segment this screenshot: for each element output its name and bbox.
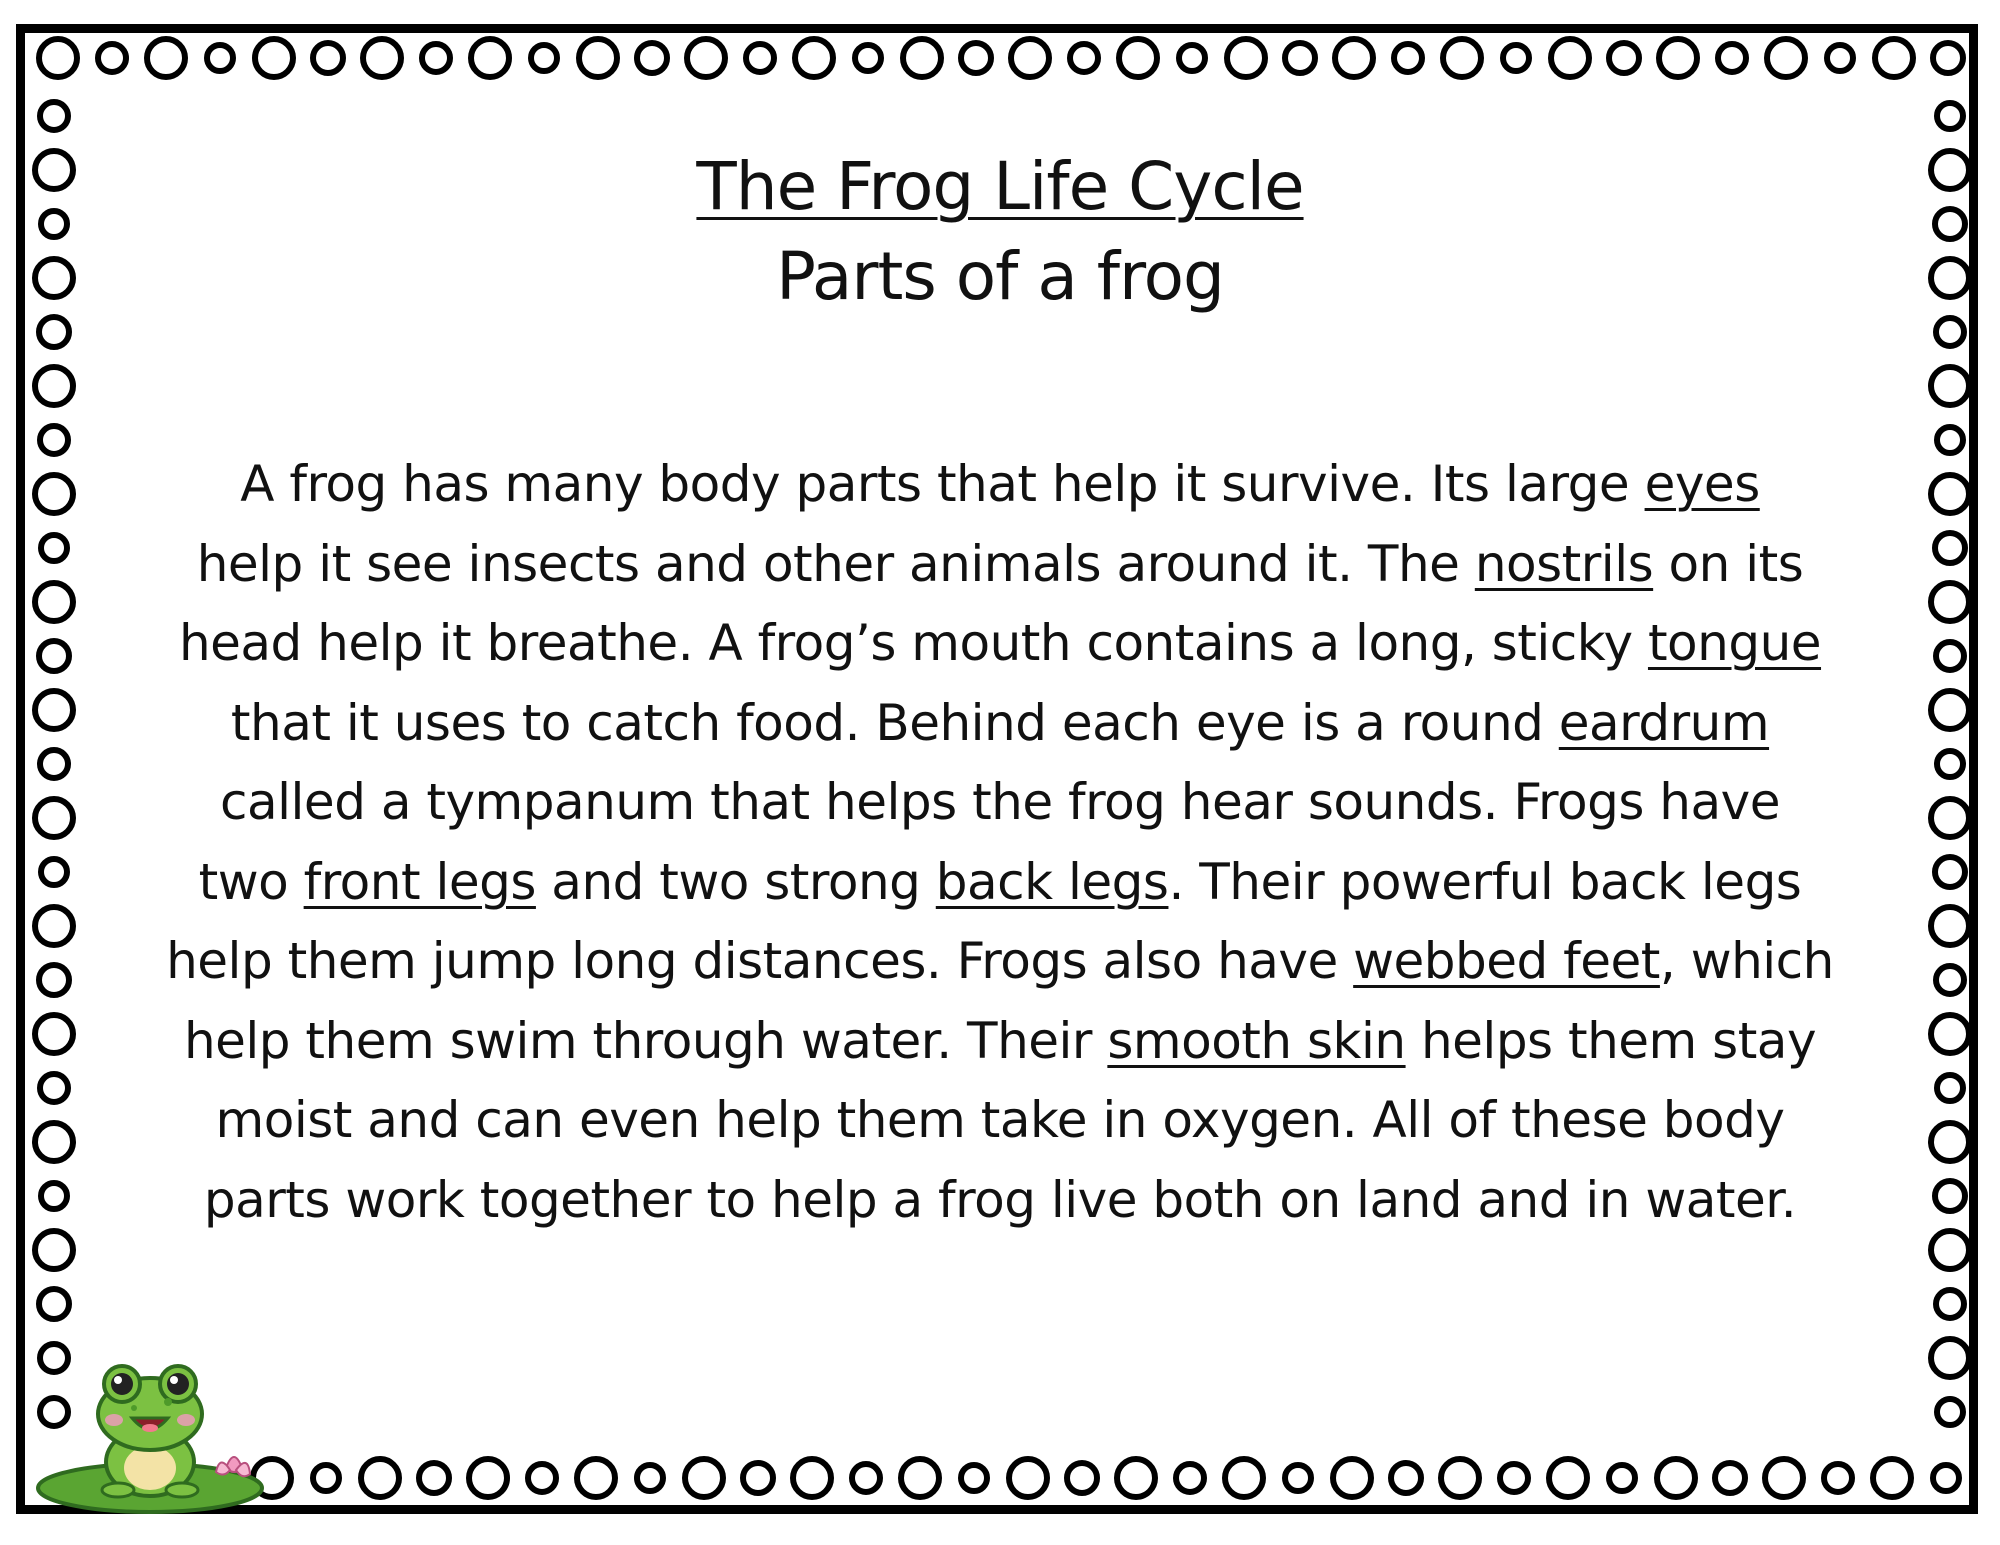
border-ring: [1824, 1464, 1852, 1492]
passage-line: [150, 1002, 1850, 1082]
border-ring: [471, 39, 509, 77]
border-ring: [637, 1465, 663, 1491]
border-ring: [1937, 751, 1963, 777]
border-ring: [579, 39, 617, 77]
frog-on-lily-pad-icon: [30, 1350, 270, 1515]
border-ring: [1009, 1459, 1047, 1497]
border-ring: [35, 907, 73, 945]
border-ring: [207, 45, 233, 71]
border-ring: [1935, 1181, 1965, 1211]
border-ring: [1937, 427, 1963, 453]
border-ring: [1936, 642, 1964, 670]
key-term: webbed feet: [1353, 932, 1660, 990]
border-ring: [1333, 1459, 1371, 1497]
border-ring: [313, 1465, 339, 1491]
border-ring: [147, 39, 185, 77]
passage-text: , which: [1659, 932, 1834, 990]
passage-line: [150, 604, 1850, 684]
passage-text: and two strong: [535, 852, 936, 911]
border-ring: [1936, 966, 1964, 994]
border-ring: [1936, 318, 1964, 346]
border-ring: [1931, 1339, 1969, 1377]
passage-text: parts work together to help a frog live both on land and in water.: [203, 1170, 1797, 1229]
border-ring: [313, 43, 343, 73]
border-ring: [1441, 1459, 1479, 1497]
border-ring: [41, 535, 67, 561]
page-title: The Frog Life Cycle: [696, 148, 1304, 225]
border-ring: [961, 1465, 987, 1491]
border-ring: [35, 367, 73, 405]
passage-text: A frog has many body parts that help it survive. Its large: [240, 455, 1645, 513]
border-ring: [1931, 691, 1969, 729]
border-ring: [1931, 907, 1969, 945]
border-ring: [855, 45, 881, 71]
passage-line: [150, 843, 1850, 923]
border-ring: [1935, 533, 1965, 563]
border-ring: [1070, 44, 1098, 72]
border-ring: [1335, 39, 1373, 77]
border-ring: [1394, 44, 1422, 72]
border-ring: [1176, 1464, 1204, 1492]
border-ring: [852, 1464, 880, 1492]
border-ring: [41, 859, 67, 885]
border-ring: [1067, 1463, 1097, 1493]
border-ring: [687, 39, 725, 77]
key-term: smooth skin: [1107, 1011, 1406, 1070]
border-ring: [1503, 45, 1529, 71]
border-ring: [793, 1459, 831, 1497]
border-ring: [39, 1289, 69, 1319]
border-ring: [39, 317, 69, 347]
border-ring: [1179, 45, 1205, 71]
border-ring: [1937, 103, 1963, 129]
border-ring: [39, 965, 69, 995]
passage-text: head help it breathe. A frog’s mouth contains a long, sticky: [178, 614, 1648, 672]
border-ring: [419, 1463, 449, 1493]
border-ring: [1609, 1465, 1635, 1491]
passage-text: that it uses to catch food. Behind each eye is a round: [230, 693, 1559, 752]
border-ring: [35, 1015, 73, 1053]
border-ring: [685, 1459, 723, 1497]
border-ring: [1933, 43, 1963, 73]
border-ring: [1443, 39, 1481, 77]
border-ring: [35, 691, 73, 729]
border-ring: [1765, 1459, 1803, 1497]
border-ring: [40, 1074, 68, 1102]
border-ring: [1931, 1015, 1969, 1053]
border-ring: [528, 1464, 556, 1492]
passage-line: [150, 445, 1850, 525]
border-ring: [1609, 43, 1639, 73]
key-term: eyes: [1644, 455, 1760, 513]
border-ring: [1767, 39, 1805, 77]
border-ring: [361, 1459, 399, 1497]
border-ring: [1931, 367, 1969, 405]
border-ring: [40, 102, 68, 130]
border-ring: [1873, 1459, 1911, 1497]
border-ring: [1937, 1075, 1963, 1101]
border-ring: [469, 1459, 507, 1497]
border-ring: [1227, 39, 1265, 77]
border-ring: [1937, 1399, 1963, 1425]
border-ring: [255, 39, 293, 77]
border-ring: [40, 426, 68, 454]
passage-text: help it see insects and other animals around it. The: [196, 534, 1475, 593]
passage-text: called a tympanum that helps the frog hear sounds. Frogs have: [220, 773, 1780, 831]
border-ring: [1935, 857, 1965, 887]
passage-text: moist and can even help them take in oxygen. All of these body: [215, 1091, 1785, 1149]
border-ring: [1500, 1464, 1528, 1492]
border-ring: [1551, 39, 1589, 77]
passage-line: [150, 1081, 1850, 1161]
border-ring: [1549, 1459, 1587, 1497]
border-ring: [35, 583, 73, 621]
passage-line: [150, 684, 1850, 764]
page-subtitle: Parts of a frog: [776, 238, 1224, 315]
key-term: eardrum: [1558, 693, 1770, 752]
passage-text: . Their powerful back legs: [1168, 852, 1802, 911]
border-ring: [743, 1463, 773, 1493]
border-ring: [1011, 39, 1049, 77]
border-ring: [1117, 1459, 1155, 1497]
border-ring: [637, 43, 667, 73]
border-ring: [901, 1459, 939, 1497]
border-ring: [363, 39, 401, 77]
border-ring: [41, 1183, 67, 1209]
border-ring: [1225, 1459, 1263, 1497]
key-term: back legs: [935, 852, 1169, 911]
border-ring: [1931, 1231, 1969, 1269]
border-ring: [1718, 44, 1746, 72]
border-ring: [1931, 1123, 1969, 1161]
border-ring: [98, 44, 126, 72]
border-ring: [1391, 1463, 1421, 1493]
passage-text: two: [198, 852, 304, 911]
passage-line: [150, 525, 1850, 605]
border-ring: [1875, 39, 1913, 77]
border-ring: [903, 39, 941, 77]
passage-text: helps them stay: [1405, 1011, 1817, 1070]
border-ring: [1119, 39, 1157, 77]
border-ring: [531, 45, 557, 71]
border-ring: [1827, 45, 1853, 71]
border-ring: [1657, 1459, 1695, 1497]
border-ring: [746, 44, 774, 72]
border-ring: [1936, 1290, 1964, 1318]
border-ring: [1931, 799, 1969, 837]
border-ring: [40, 750, 68, 778]
passage-text: help them swim through water. Their: [183, 1011, 1108, 1070]
passage-text: on its: [1653, 534, 1804, 593]
border-ring: [1715, 1463, 1745, 1493]
border-ring: [35, 799, 73, 837]
key-term: tongue: [1647, 614, 1822, 672]
key-term: front legs: [303, 852, 536, 911]
border-ring: [1933, 1465, 1959, 1491]
border-ring: [1931, 475, 1969, 513]
border-ring: [795, 39, 833, 77]
border-ring: [35, 475, 73, 513]
border-ring: [1285, 1465, 1311, 1491]
reading-passage: [150, 445, 1850, 1240]
border-ring: [1285, 43, 1315, 73]
border-ring: [39, 641, 69, 671]
passage-text: help them jump long distances. Frogs also have: [166, 932, 1354, 990]
border-ring: [961, 43, 991, 73]
passage-line: [150, 763, 1850, 843]
border-ring: [577, 1459, 615, 1497]
border-ring: [1931, 583, 1969, 621]
key-term: nostrils: [1474, 534, 1654, 593]
passage-line: [150, 1161, 1850, 1241]
border-ring: [35, 1231, 73, 1269]
border-ring: [39, 39, 77, 77]
passage-line: [150, 922, 1850, 1002]
border-ring: [35, 1123, 73, 1161]
border-ring: [1659, 39, 1697, 77]
border-ring: [422, 44, 450, 72]
